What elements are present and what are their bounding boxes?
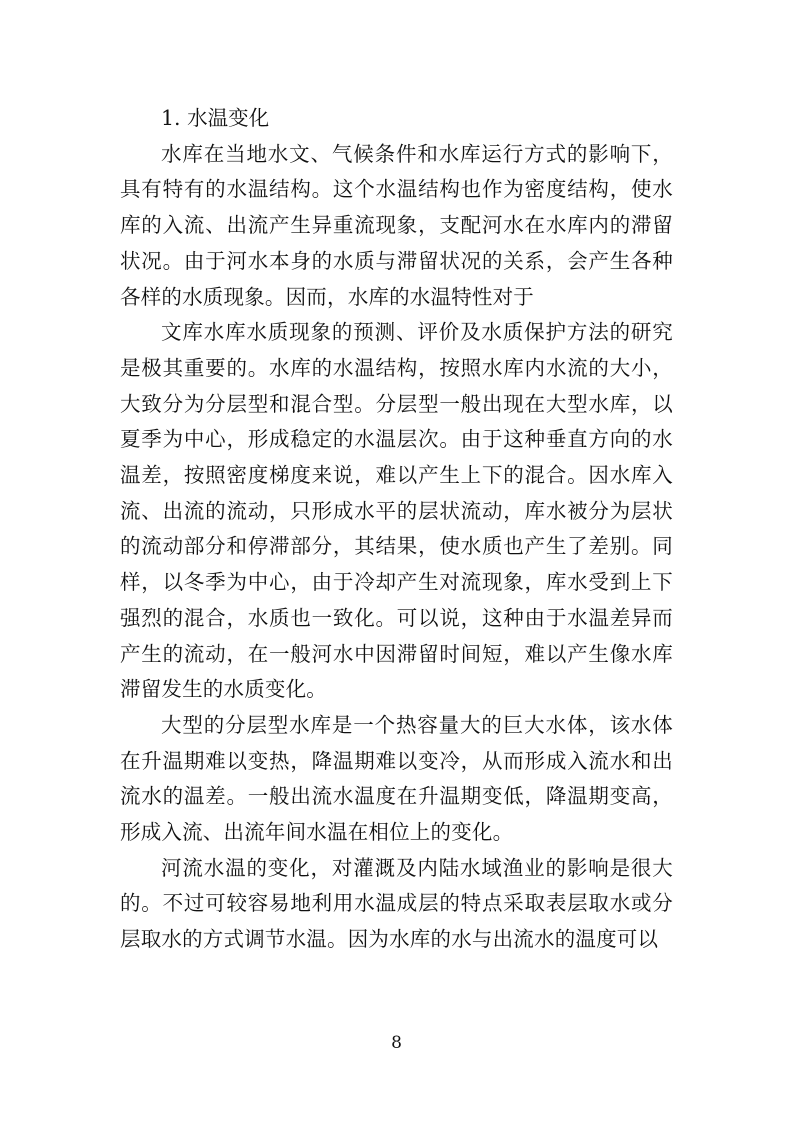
paragraph-river-water-temperature-impact: 河流水温的变化，对灌溉及内陆水域渔业的影响是很大的。不过可较容易地利用水温成层的特点采取表层取水或分层取水的方式调节水温。因为水库的水与出流水的温度可以 bbox=[120, 855, 673, 952]
paragraph-large-stratified-reservoir: 大型的分层型水库是一个热容量大的巨大水体，该水体在升温期难以变热，降温期难以变冷，从而形成入流水和出流水的温差。一般出流水温度在升温期变低，降温期变高，形成入流、出流年间水温在相位上的变化。 bbox=[120, 712, 673, 845]
page-body bbox=[120, 101, 673, 958]
section-heading: 1. 水温变化 bbox=[161, 106, 270, 130]
paragraph-reservoir-water-temperature-structure: 水库在当地水文、气候条件和水库运行方式的影响下，具有特有的水温结构。这个水温结构也作为密度结构，使水库的入流、出流产生异重流现象，支配河水在水库内的滞留状况。由于河水本身的水质与滞留状况的关系，会产生各种各样的水质现象。因而，水库的水温特性对于 bbox=[120, 141, 673, 309]
page-number: 8 bbox=[391, 1033, 402, 1053]
paragraph-stratified-and-mixed-types: 文库水库水质现象的预测、评价及水质保护方法的研究是极其重要的。水库的水温结构，按照水库内水流的大小，大致分为分层型和混合型。分层型一般出现在大型水库，以夏季为中心，形成稳定的水温层次。由于这种垂直方向的水温差，按照密度梯度来说，难以产生上下的混合。因水库入流、出流的流动，只形成水平的层状流动，库水被分为层状的流动部分和停滞部分，其结果，使水质也产生了差别。同样，以冬季为中心，由于冷却产生对流现象，库水受到上下强烈的混合，水质也一致化。可以说，这种由于水温差异而产生的流动，在一般河水中因滞留时间短，难以产生像水库滞留发生的水质变化。 bbox=[120, 320, 673, 702]
